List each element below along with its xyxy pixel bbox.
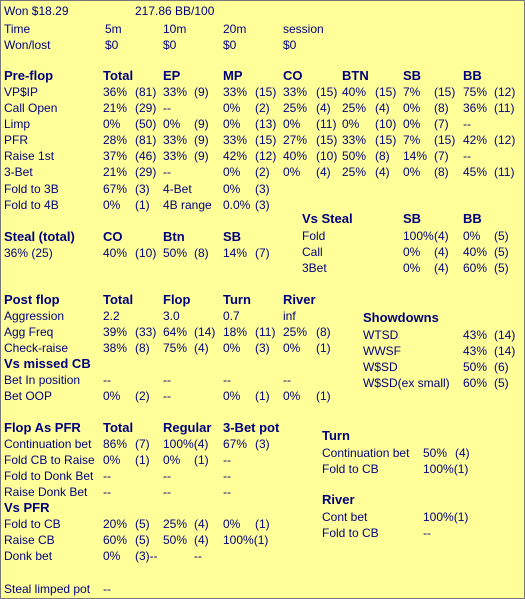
stat-count: (1)	[135, 453, 150, 467]
stat-count: (4)	[194, 517, 209, 531]
stat-count: (9)	[194, 133, 209, 147]
stat-count: (3)	[255, 341, 270, 355]
steal-total-title: Steal (total)	[4, 229, 75, 244]
stat-value: 33%	[283, 85, 308, 99]
missed-cb-row-label: Bet OOP	[4, 389, 53, 403]
stat-value: 50%	[342, 149, 367, 163]
preflop-column-header: CO	[283, 68, 303, 83]
stat-count: (14)	[194, 325, 216, 339]
pfr-column-header: 3-Bet pot	[223, 420, 280, 435]
stat-value: 7%	[403, 85, 421, 99]
stat-count: (4)	[434, 229, 449, 243]
stat-value: 60%	[103, 533, 128, 547]
pfr-row-label: Raise Donk Bet	[4, 485, 88, 499]
preflop-row-label: Call Open	[4, 101, 58, 115]
stat-value: 0%	[163, 453, 181, 467]
time-column-header: 10m	[163, 22, 187, 36]
vs-steal-column-header: BB	[463, 211, 482, 226]
stat-count: (81)	[135, 85, 157, 99]
stat-value: 0%	[223, 341, 241, 355]
stat-count: (12)	[494, 85, 516, 99]
vs-missed-cb-title: Vs missed CB	[4, 356, 91, 371]
stat-value: --	[223, 469, 231, 483]
turn-row-label: Continuation bet	[322, 446, 410, 460]
stat-value: 67%	[223, 437, 248, 451]
stat-count: (5)	[135, 517, 150, 531]
showdown-row-label: WTSD	[363, 328, 399, 342]
turn-title: Turn	[322, 428, 350, 443]
vs-steal-row-label: 3Bet	[302, 261, 327, 275]
stat-count: (1)	[194, 453, 209, 467]
pfr-column-header: Regular	[163, 420, 212, 435]
preflop-row-label: PFR	[4, 133, 28, 147]
time-column-header: 20m	[223, 22, 247, 36]
postflop-row-label: Check-raise	[4, 341, 69, 355]
stat-value: 25%	[283, 101, 308, 115]
postflop-column-header: Total	[103, 292, 134, 307]
stat-count: (10)	[135, 246, 157, 260]
preflop-column-header: SB	[403, 68, 422, 83]
stat-count: (8)	[434, 165, 449, 179]
stat-value: 0%	[403, 101, 421, 115]
stat-value: 60%	[463, 261, 488, 275]
stat-value: 0%	[283, 341, 301, 355]
vs-steal-row-label: Call	[302, 245, 323, 259]
stat-value: 20%	[103, 517, 128, 531]
time-column-header: 5m	[105, 22, 122, 36]
stat-value: 25%	[283, 325, 308, 339]
stat-value: 3.0	[163, 309, 180, 323]
stat-value: 33%	[223, 133, 248, 147]
stat-value: 37%	[103, 149, 128, 163]
stat-count: (7)	[255, 246, 270, 260]
stat-count: (3)	[255, 182, 270, 196]
postflop-row-label: Agg Freq	[4, 325, 54, 339]
stat-count: (33)	[135, 325, 157, 339]
stat-value: --	[463, 117, 471, 131]
fold-to-4b-label: Fold to 4B	[4, 198, 59, 212]
vs-steal-row-label: Fold	[302, 229, 326, 243]
stat-value: 43%	[463, 344, 488, 358]
stat-count: (5)	[494, 261, 509, 275]
stat-count: (1)	[255, 517, 270, 531]
stat-value: 33%	[163, 133, 188, 147]
stat-count: (14)	[494, 344, 516, 358]
stat-count: (5)	[494, 245, 509, 259]
stat-count: (4)	[434, 245, 449, 259]
stat-value: 100%(1)	[423, 510, 469, 524]
stat-value: 0%	[342, 117, 360, 131]
stat-value: --	[463, 149, 471, 163]
stat-count: (7)	[434, 149, 449, 163]
preflop-row-label: VP$IP	[4, 85, 39, 99]
preflop-column-header: BB	[463, 68, 482, 83]
stat-count: (10)	[375, 117, 397, 131]
stat-count: (15)	[316, 85, 338, 99]
postflop-column-header: Flop	[163, 292, 191, 307]
stat-count: (3)	[135, 182, 150, 196]
stat-value: 0%	[403, 165, 421, 179]
stat-value: 100%(1)	[223, 533, 269, 547]
stat-value: 36%	[463, 101, 488, 115]
vs-pfr-row-label: Fold to CB	[4, 517, 61, 531]
wonlost-value: $0	[283, 38, 297, 52]
steal-column-header: Btn	[163, 229, 185, 244]
stat-count: (1)	[255, 389, 270, 403]
stat-count: (4)	[375, 101, 390, 115]
stat-value: 38%	[103, 341, 128, 355]
stat-value: --	[223, 453, 231, 467]
stat-value: 86%	[103, 437, 128, 451]
stat-count: (1)	[316, 389, 331, 403]
stat-value: --	[283, 373, 291, 387]
vs-steal-title: Vs Steal	[302, 211, 353, 226]
postflop-row-label: Aggression	[4, 309, 65, 323]
four-bet-label: 4-Bet	[163, 182, 192, 196]
stat-value: 0%	[103, 453, 121, 467]
stat-value: 2.2	[103, 309, 120, 323]
stat-count: (4)	[194, 341, 209, 355]
stat-count: (2)	[255, 101, 270, 115]
stat-count: (4)	[434, 261, 449, 275]
preflop-row-label: Limp	[4, 117, 31, 131]
pfr-row-label: Fold to Donk Bet	[4, 469, 94, 483]
stat-value: 33%	[223, 85, 248, 99]
postflop-column-header: River	[283, 292, 316, 307]
stat-count: (15)	[434, 85, 456, 99]
stat-value: --	[163, 165, 171, 179]
four-bet-range-label: 4B range	[163, 198, 212, 212]
stat-value: 14%	[223, 246, 248, 260]
stat-value: 21%	[103, 101, 128, 115]
stat-value: 100%(4)	[163, 437, 209, 451]
stat-value: 45%	[463, 165, 488, 179]
stat-count: (29)	[135, 101, 157, 115]
stat-count: (8)	[194, 246, 209, 260]
stat-count: (11)	[494, 101, 515, 115]
showdown-row-label: WWSF	[363, 344, 401, 358]
preflop-title: Pre-flop	[4, 68, 54, 83]
stat-value: 40%	[342, 85, 367, 99]
stat-count: (4)	[316, 101, 331, 115]
stat-value: --	[163, 469, 171, 483]
stat-value: 0%	[223, 389, 241, 403]
won-value: Won $18.29	[4, 4, 69, 18]
flop-as-pfr-title: Flop As PFR	[4, 420, 81, 435]
stat-count: (46)	[135, 149, 157, 163]
stat-value: 43%	[463, 328, 488, 342]
postflop-title: Post flop	[4, 292, 60, 307]
wonlost-label: Won/lost	[4, 38, 51, 52]
stat-count: (4)	[194, 533, 209, 547]
stat-value: 0%	[223, 101, 241, 115]
stat-value: 50%	[163, 533, 188, 547]
stat-value: 0%	[403, 245, 421, 259]
vs-steal-column-header: SB	[403, 211, 422, 226]
stat-count: (4)	[375, 165, 390, 179]
stat-value: 0%	[103, 389, 121, 403]
preflop-column-header: EP	[163, 68, 181, 83]
steal-total-value: 36% (25)	[4, 246, 53, 260]
stat-value: 0.0%	[223, 198, 251, 212]
stat-value: 0%	[223, 117, 241, 131]
stat-value: 0%	[223, 165, 241, 179]
stat-count: (9)	[194, 85, 209, 99]
pfr-column-header: Total	[103, 420, 134, 435]
showdown-row-label: W$SD(ex small)	[363, 376, 450, 390]
stat-count: (5)	[135, 533, 150, 547]
stat-value: --	[194, 549, 202, 563]
vs-pfr-title: Vs PFR	[4, 500, 50, 515]
stat-count: (5)	[494, 376, 509, 390]
stat-value: --	[223, 485, 231, 499]
stat-value: 75%	[463, 85, 488, 99]
preflop-column-header: BTN	[342, 68, 369, 83]
stat-value: 33%	[342, 133, 367, 147]
stat-count: (3)--	[135, 549, 158, 563]
stat-count: (4)	[455, 446, 470, 460]
stat-count: (15)	[255, 133, 277, 147]
preflop-row-label: 3-Bet	[4, 165, 33, 179]
stat-value: --	[163, 485, 171, 499]
stat-count: (5)	[494, 229, 509, 243]
stat-value: --	[163, 101, 171, 115]
stat-value: --	[103, 373, 111, 387]
steal-limped-pot-label: Steal limped pot	[4, 582, 91, 596]
stat-value: 0%	[163, 117, 181, 131]
stat-value: 0%	[403, 261, 421, 275]
time-label: Time	[4, 22, 31, 36]
stat-count: (12)	[494, 133, 516, 147]
stat-value: --	[163, 389, 171, 403]
stat-value: 75%	[163, 341, 188, 355]
stat-value: 36%	[103, 85, 128, 99]
vs-pfr-row-label: Raise CB	[4, 533, 55, 547]
stat-count: (8)	[434, 101, 449, 115]
stat-count: (50)	[135, 117, 157, 131]
stat-value: 64%	[163, 325, 188, 339]
stat-count: (11)	[494, 165, 515, 179]
stat-value: 28%	[103, 133, 128, 147]
wonlost-value: $0	[105, 38, 119, 52]
stat-value: 33%	[163, 85, 188, 99]
preflop-column-header: MP	[223, 68, 243, 83]
stat-count: (4)	[316, 165, 331, 179]
stat-value: 0%	[283, 165, 301, 179]
stat-count: (7)	[135, 437, 150, 451]
stat-count: (12)	[255, 149, 277, 163]
stat-count: (15)	[255, 85, 277, 99]
stat-count: (3)	[255, 198, 270, 212]
stat-value: 50%	[423, 446, 448, 460]
stat-count: (6)	[494, 360, 509, 374]
stat-value: inf	[283, 309, 296, 323]
preflop-row-label: Raise 1st	[4, 149, 55, 163]
stat-count: (1)	[316, 341, 331, 355]
stat-value: 40%	[463, 245, 488, 259]
river-row-label: Cont bet	[322, 510, 368, 524]
wonlost-value: $0	[223, 38, 237, 52]
steal-column-header: CO	[103, 229, 123, 244]
stat-value: 0%	[403, 117, 421, 131]
wonlost-value: $0	[163, 38, 177, 52]
stat-count: (29)	[135, 165, 157, 179]
postflop-column-header: Turn	[223, 292, 251, 307]
stat-value: 0%	[463, 229, 481, 243]
stat-value: 40%	[103, 246, 128, 260]
river-row-label: Fold to CB	[322, 526, 379, 540]
stat-value: 27%	[283, 133, 308, 147]
river-title: River	[322, 492, 355, 507]
stat-value: 0%	[103, 198, 121, 212]
stat-count: (11)	[316, 117, 337, 131]
turn-row-label: Fold to CB	[322, 462, 379, 476]
bb-per-100: 217.86 BB/100	[135, 4, 215, 18]
vs-pfr-row-label: Donk bet	[4, 549, 53, 563]
stat-value: 0%	[223, 182, 241, 196]
time-column-header: session	[283, 22, 324, 36]
missed-cb-row-label: Bet In position	[4, 373, 81, 387]
stat-count: (9)	[194, 117, 209, 131]
stat-count: (14)	[494, 328, 516, 342]
stat-value: 100%	[403, 229, 434, 243]
stat-count: (15)	[375, 133, 397, 147]
pfr-row-label: Fold CB to Raise	[4, 453, 95, 467]
pfr-row-label: Continuation bet	[4, 437, 92, 451]
stat-count: (10)	[316, 149, 338, 163]
stat-value: 0.7	[223, 309, 240, 323]
showdowns-title: Showdowns	[363, 310, 439, 325]
stat-count: (7)	[434, 117, 449, 131]
stat-value: 0%	[283, 389, 301, 403]
stat-value: --	[103, 582, 111, 596]
stat-count: (9)	[194, 149, 209, 163]
stat-value: 25%	[163, 517, 188, 531]
stat-value: 39%	[103, 325, 128, 339]
stat-value: 0%	[283, 117, 301, 131]
stat-count: (81)	[135, 133, 157, 147]
stat-count: (2)	[255, 165, 270, 179]
steal-column-header: SB	[223, 229, 242, 244]
stat-value: 14%	[403, 149, 428, 163]
preflop-column-header: Total	[103, 68, 134, 83]
stat-value: 0%	[223, 517, 241, 531]
stat-value: 50%	[463, 360, 488, 374]
stat-count: (15)	[375, 85, 397, 99]
stat-value: 100%(1)	[423, 462, 469, 476]
fold-to-3b-label: Fold to 3B	[4, 182, 59, 196]
stat-count: (8)	[375, 149, 390, 163]
stat-value: 25%	[342, 165, 367, 179]
stat-count: (1)	[135, 198, 150, 212]
showdown-row-label: W$SD	[363, 360, 398, 374]
stat-value: 7%	[403, 133, 421, 147]
stat-value: --	[423, 526, 431, 540]
stat-count: (2)	[135, 389, 150, 403]
stat-value: 60%	[463, 376, 488, 390]
stat-value: 18%	[223, 325, 248, 339]
stat-count: (8)	[135, 341, 150, 355]
stat-count: (15)	[434, 133, 456, 147]
stat-value: --	[163, 373, 171, 387]
stat-value: 50%	[163, 246, 188, 260]
stat-value: --	[103, 469, 111, 483]
stat-value: --	[103, 485, 111, 499]
stat-count: (15)	[316, 133, 338, 147]
stat-count: (13)	[255, 117, 277, 131]
stat-value: 0%	[103, 117, 121, 131]
stat-count: (11)	[255, 325, 276, 339]
stat-value: 33%	[163, 149, 188, 163]
stat-count: (8)	[316, 325, 331, 339]
stat-value: 42%	[223, 149, 248, 163]
stat-count: (3)	[255, 437, 270, 451]
stat-value: 25%	[342, 101, 367, 115]
stat-value: --	[223, 373, 231, 387]
stat-value: 21%	[103, 165, 128, 179]
stat-value: 40%	[283, 149, 308, 163]
stat-value: 42%	[463, 133, 488, 147]
stat-value: 67%	[103, 182, 128, 196]
stat-value: 0%	[103, 549, 121, 563]
